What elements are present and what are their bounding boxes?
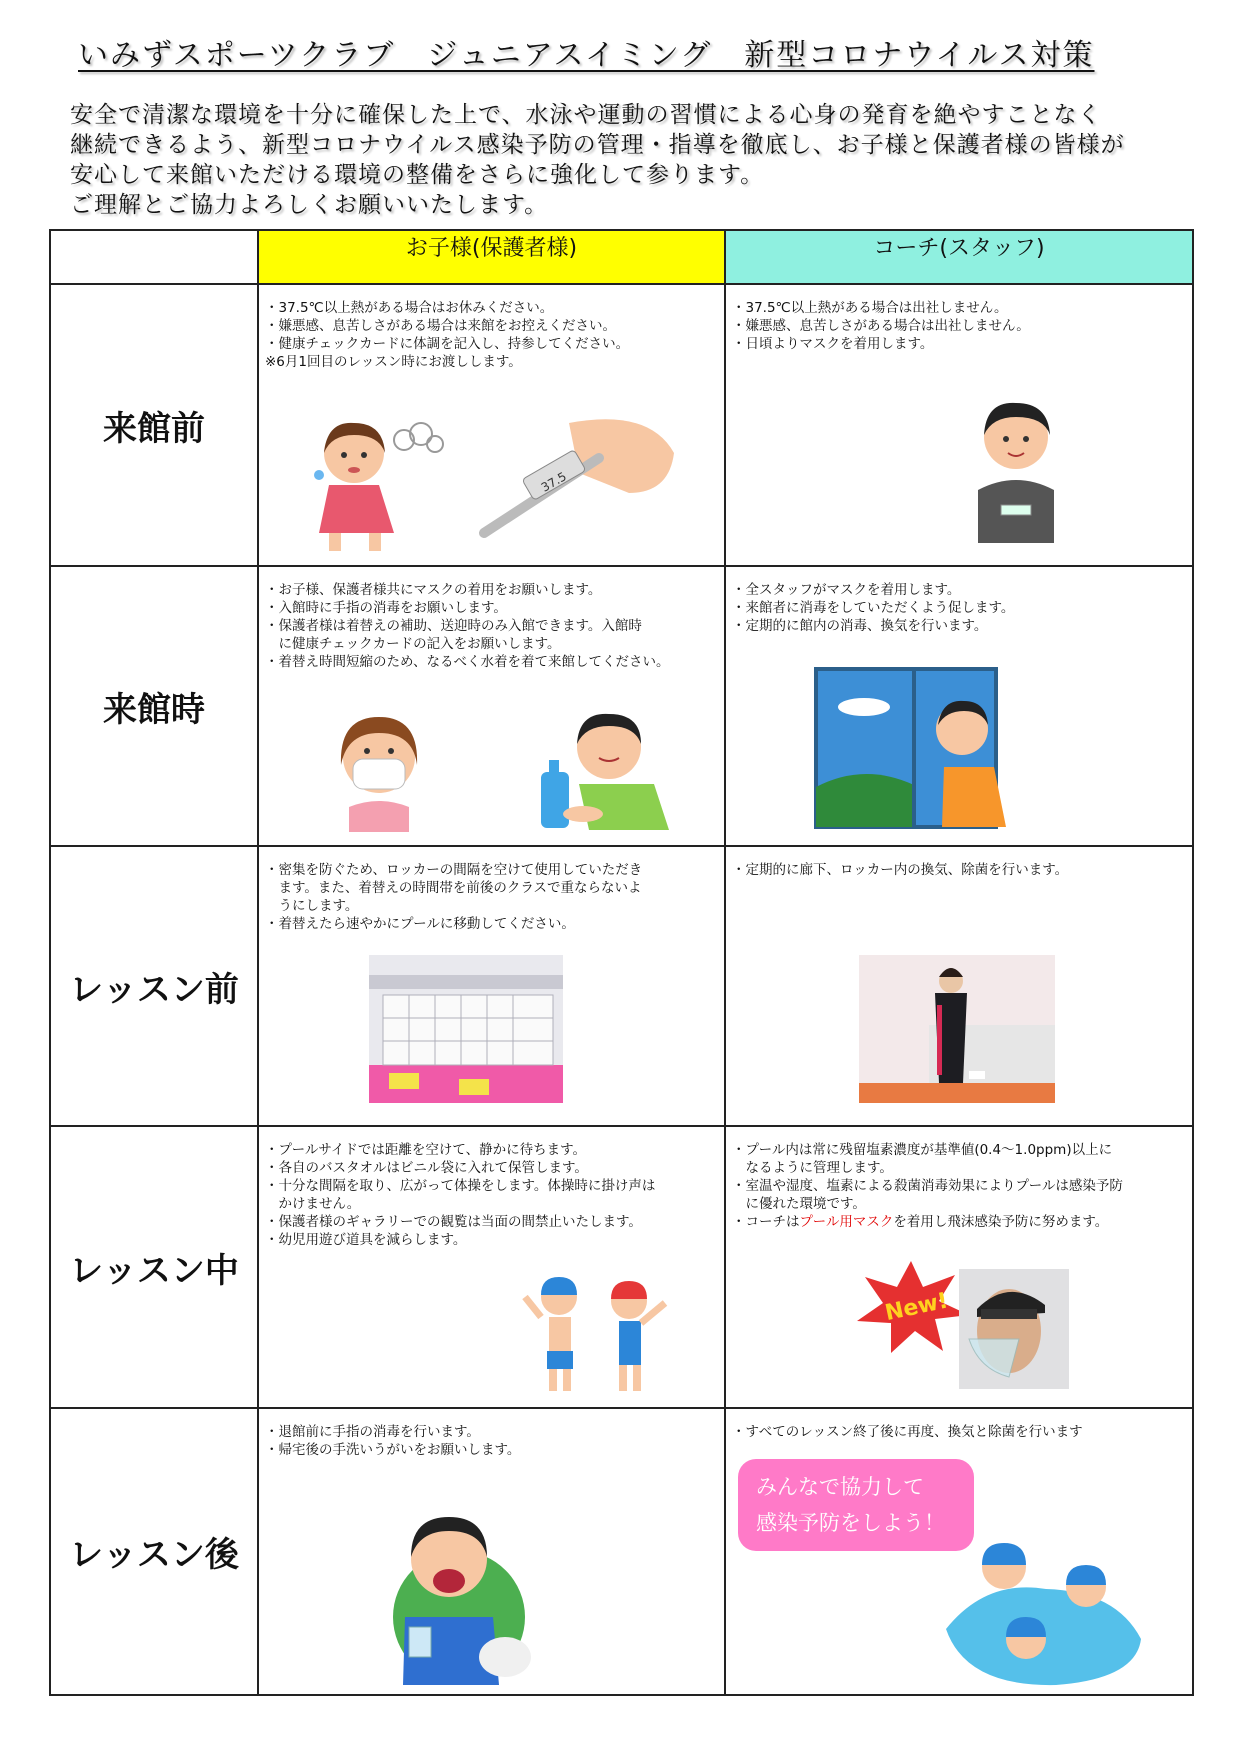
note-line: ・全スタッフがマスクを着用します。 — [732, 582, 961, 598]
note-line: ・来館者に消毒をしていただくよう促します。 — [732, 600, 1015, 616]
note-line: ・十分な間隔を取り、広がって体操をします。体操時に掛け声は — [265, 1178, 656, 1194]
table-row — [50, 846, 1193, 1126]
page-title: いみずスポーツクラブ ジュニアスイミング 新型コロナウイルス対策 — [78, 38, 1095, 73]
coach-cell — [725, 846, 1193, 1126]
masked-girl-illustration — [329, 707, 429, 832]
note-line: かけません。 — [265, 1196, 361, 1212]
hand-sanitizer-illustration — [519, 702, 679, 832]
note-line: ・保護者様は着替えの補助、送迎時のみ入館できます。入館時 — [265, 618, 642, 634]
note-line: ・嫌悪感、息苦しさがある場合は来館をお控えください。 — [265, 318, 616, 334]
coach-cell — [725, 1408, 1193, 1695]
child-cell — [258, 566, 725, 846]
bubble-line: 感染予防をしよう！ — [756, 1511, 945, 1535]
note-line: ・すべてのレッスン終了後に再度、換気と除菌を行います — [732, 1424, 1083, 1440]
mask-line-suffix: を着用し飛沫感染予防に努めます。 — [893, 1214, 1109, 1230]
note-line: ・37.5℃以上熱がある場合はお休みください。 — [265, 300, 554, 316]
note-line: ・帰宅後の手洗いうがいをお願いします。 — [265, 1442, 521, 1458]
coach-mask-line — [732, 1213, 1184, 1231]
note-line: ・各自のバスタオルはビニル袋に入れて保管します。 — [265, 1160, 588, 1176]
note-line: ・嫌悪感、息苦しさがある場合は出社しません。 — [732, 318, 1030, 334]
note-line: うにします。 — [265, 898, 359, 914]
table-corner — [50, 230, 258, 284]
coach-cell — [725, 1126, 1193, 1408]
child-cell — [258, 1126, 725, 1408]
window-ventilation-illustration — [814, 667, 1014, 829]
thermometer-illustration — [459, 413, 679, 543]
pool-mask-photo — [959, 1269, 1069, 1389]
note-line: ・密集を防ぐため、ロッカーの間隔を空けて使用していただき — [265, 862, 643, 878]
table-row — [50, 566, 1193, 846]
note-line: ・保護者様のギャラリーでの観覧は当面の間禁止いたします。 — [265, 1214, 642, 1230]
swimming-kids-illustration — [936, 1519, 1146, 1689]
note-line: ・着替えたら速やかにプールに移動してください。 — [265, 916, 575, 932]
note-line: ・着替え時間短縮のため、なるべく水着を着て来館してください。 — [265, 654, 670, 670]
intro-line: 継続できるよう、新型コロナウイルス感染予防の管理・指導を徹底し、お子様と保護者様の皆様が — [70, 132, 1125, 158]
row-label: 来館時 — [50, 566, 258, 846]
pool-mask-highlight: プール用マスク — [799, 1214, 894, 1230]
mask-line-prefix: ・コーチは — [732, 1214, 800, 1230]
row-label: レッスン後 — [50, 1408, 258, 1695]
note-line: ・健康チェックカードに体調を記入し、持参してください。 — [265, 336, 630, 352]
new-badge-icon — [851, 1257, 971, 1357]
note-line: ・日頃よりマスクを着用します。 — [732, 336, 934, 352]
measures-table — [49, 229, 1194, 1696]
cough-cloud-icon — [389, 420, 449, 460]
coach-cell — [725, 566, 1193, 846]
table-row — [50, 1126, 1193, 1408]
stretching-swimmers-illustration — [519, 1267, 689, 1397]
new-badge-text: New! — [882, 1288, 951, 1327]
note-line: ・お子様、保護者様共にマスクの着用をお願いします。 — [265, 582, 602, 598]
staff-disinfecting-photo — [859, 955, 1055, 1103]
note-line: ・幼児用遊び道具を減らします。 — [265, 1232, 467, 1248]
table-row — [50, 1408, 1193, 1695]
locker-room-photo — [369, 955, 563, 1103]
header-child: お子様(保護者様) — [258, 230, 725, 284]
note-line: ・退館前に手指の消毒を行います。 — [265, 1424, 480, 1440]
note-line: ・入館時に手指の消毒をお願いします。 — [265, 600, 507, 616]
row-label: レッスン前 — [50, 846, 258, 1126]
intro-line: ご理解とご協力よろしくお願いいたします。 — [70, 192, 549, 218]
note-line: ・37.5℃以上熱がある場合は出社しません。 — [732, 300, 1008, 316]
bubble-line: みんなで協力して — [756, 1475, 924, 1499]
child-cell — [258, 1408, 725, 1695]
intro-line: 安全で清潔な環境を十分に確保した上で、水泳や運動の習慣による心身の発育を絶やすことなく — [70, 102, 1102, 128]
note-line: ・プール内は常に残留塩素濃度が基準値(0.4～1.0ppm)以上に — [732, 1142, 1113, 1158]
note-line: ・室温や湿度、塩素による殺菌消毒効果によりプールは感染予防 — [732, 1178, 1123, 1194]
note-line: ます。また、着替えの時間帯を前後のクラスで重ならないよ — [265, 880, 642, 896]
note-line: に優れた環境です。 — [732, 1196, 866, 1212]
note-line: なるように管理します。 — [732, 1160, 893, 1176]
note-line: に健康チェックカードの記入をお願いします。 — [265, 636, 561, 652]
note-line: ・定期的に廊下、ロッカー内の換気、除菌を行います。 — [732, 862, 1069, 878]
thermometer-reading: 37.5 — [538, 469, 569, 495]
gargling-boy-illustration — [389, 1497, 539, 1687]
row-label: 来館前 — [50, 284, 258, 566]
coach-cell — [725, 284, 1193, 566]
row-label: レッスン中 — [50, 1126, 258, 1408]
intro-line: 安心して来館いただける環境の整備をさらに強化して参ります。 — [70, 162, 765, 188]
note-line: ※6月1回目のレッスン時にお渡しします。 — [265, 354, 522, 370]
intro-text — [70, 100, 1180, 220]
child-cell — [258, 846, 725, 1126]
note-line: ・プールサイドでは距離を空けて、静かに待ちます。 — [265, 1142, 587, 1158]
header-coach: コーチ(スタッフ) — [725, 230, 1193, 284]
note-line: ・定期的に館内の消毒、換気を行います。 — [732, 618, 988, 634]
table-row — [50, 284, 1193, 566]
coach-thermometer-illustration — [966, 395, 1066, 545]
child-cell — [258, 284, 725, 566]
